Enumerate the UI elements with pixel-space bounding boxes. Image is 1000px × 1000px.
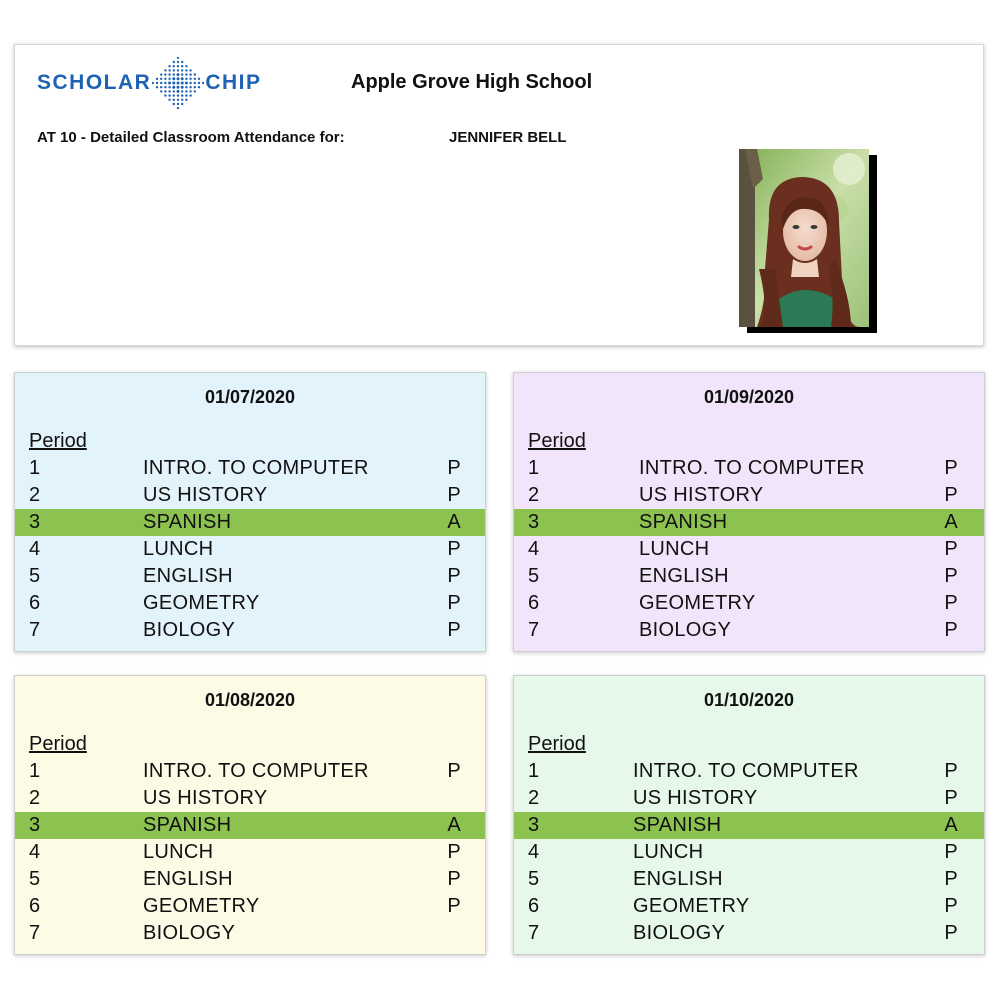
class-name: US HISTORY (633, 787, 758, 809)
logo-dot (169, 69, 171, 71)
period-number: 1 (29, 457, 41, 479)
logo-dot (198, 78, 200, 80)
logo-dot (160, 73, 162, 75)
period-number: 2 (29, 484, 41, 506)
attendance-status: P (447, 841, 461, 863)
attendance-row-absent (514, 509, 984, 536)
attendance-status: P (944, 760, 958, 782)
logo-dot (190, 78, 192, 80)
period-number: 6 (528, 592, 540, 614)
class-name: INTRO. TO COMPUTER (639, 457, 865, 479)
card-date: 01/09/2020 (703, 387, 795, 407)
attendance-status: P (447, 565, 461, 587)
class-name: LUNCH (143, 841, 214, 863)
logo-dot (169, 94, 171, 96)
period-number: 2 (29, 787, 41, 809)
attendance-row (15, 758, 485, 785)
logo-dot (186, 94, 188, 96)
logo-dot (181, 99, 183, 101)
logo-dot (202, 82, 204, 84)
period-number: 5 (29, 565, 41, 587)
logo-dot (181, 61, 183, 63)
attendance-status: P (447, 868, 461, 890)
logo-dot (173, 99, 175, 101)
attendance-status: A (944, 511, 958, 533)
attendance-row (15, 617, 485, 644)
attendance-status: P (944, 457, 958, 479)
logo-dot (194, 78, 196, 80)
attendance-row (514, 482, 984, 509)
attendance-row (514, 536, 984, 563)
logo-dot (169, 86, 171, 88)
class-name: US HISTORY (639, 484, 764, 506)
class-name: BIOLOGY (633, 922, 726, 944)
class-name: INTRO. TO COMPUTER (143, 760, 369, 782)
attendance-status: P (447, 484, 461, 506)
class-name: INTRO. TO COMPUTER (143, 457, 369, 479)
period-number: 4 (29, 538, 41, 560)
period-column-header: Period (29, 733, 87, 755)
period-number: 6 (29, 592, 41, 614)
class-name: SPANISH (633, 814, 722, 836)
class-name: BIOLOGY (143, 922, 236, 944)
class-name: BIOLOGY (143, 619, 236, 641)
logo-dot (198, 82, 200, 84)
logo-dot (165, 78, 167, 80)
logo-dot (173, 73, 175, 75)
class-name: GEOMETRY (143, 592, 260, 614)
logo-dot (186, 69, 188, 71)
period-number: 2 (528, 787, 540, 809)
attendance-status: P (944, 565, 958, 587)
period-number: 3 (528, 814, 540, 836)
period-number: 6 (29, 895, 41, 917)
attendance-status: P (447, 457, 461, 479)
attendance-rows (514, 758, 984, 947)
period-number: 3 (29, 511, 41, 533)
attendance-row (15, 785, 485, 812)
attendance-status: A (944, 814, 958, 836)
attendance-row (15, 893, 485, 920)
logo-dot (160, 82, 162, 84)
attendance-status: P (447, 760, 461, 782)
logo-dot (177, 90, 180, 93)
logo-dot (181, 90, 183, 92)
logo-dot (173, 61, 175, 63)
attendance-status: A (447, 814, 461, 836)
period-number: 1 (528, 457, 540, 479)
logo-dot (165, 73, 167, 75)
logo-dot (186, 78, 188, 80)
period-number: 4 (528, 841, 540, 863)
logo-dot (160, 78, 162, 80)
class-name: SPANISH (143, 814, 232, 836)
period-number: 1 (29, 760, 41, 782)
logo-dot (165, 86, 167, 88)
attendance-status: P (944, 868, 958, 890)
student-name: JENNIFER BELL (449, 129, 567, 146)
attendance-status: P (944, 538, 958, 560)
attendance-rows (514, 455, 984, 644)
attendance-row (514, 758, 984, 785)
student-portrait-image (739, 149, 869, 327)
attendance-status: P (944, 592, 958, 614)
period-number: 3 (29, 814, 41, 836)
logo-dot (165, 69, 167, 71)
logo-dot (177, 99, 179, 101)
school-name: Apple Grove High School (351, 71, 593, 93)
attendance-status: P (447, 592, 461, 614)
attendance-row (15, 482, 485, 509)
attendance-row (514, 563, 984, 590)
attendance-row (514, 455, 984, 482)
logo-dot (165, 82, 167, 84)
logo-dot (156, 82, 158, 84)
attendance-row (15, 536, 485, 563)
logo-dot (177, 94, 179, 96)
logo-dot (177, 82, 180, 85)
logo-dot (160, 86, 162, 88)
student-photo (739, 149, 879, 333)
logo-dot (185, 82, 188, 85)
logo-dot (169, 73, 171, 75)
logo-dot (177, 69, 179, 71)
class-name: LUNCH (633, 841, 704, 863)
attendance-status: P (447, 619, 461, 641)
logo-right-word: CHIP (205, 71, 262, 94)
logo-dot (186, 65, 188, 67)
period-number: 3 (528, 511, 540, 533)
card-date: 01/07/2020 (204, 387, 296, 407)
logo-dot (177, 65, 179, 67)
class-name: ENGLISH (639, 565, 729, 587)
attendance-row (15, 563, 485, 590)
logo-dot (169, 78, 171, 80)
report-header (14, 44, 984, 346)
period-number: 4 (29, 841, 41, 863)
attendance-status: P (944, 619, 958, 641)
logo-dot (190, 82, 192, 84)
logo-dot (165, 90, 167, 92)
card-date: 01/08/2020 (204, 690, 296, 710)
class-name: US HISTORY (143, 484, 268, 506)
attendance-row (15, 590, 485, 617)
attendance-row-absent (15, 509, 485, 536)
period-number: 7 (528, 619, 540, 641)
logo-dot (156, 86, 158, 88)
logo-dot (177, 61, 179, 63)
logo-dot (165, 94, 167, 96)
attendance-card-0108 (14, 675, 486, 955)
logo-left-word: SCHOLAR (37, 71, 152, 94)
report-title: AT 10 - Detailed Classroom Attendance for: (37, 129, 345, 146)
attendance-row-absent (15, 812, 485, 839)
period-column-header: Period (528, 733, 586, 755)
logo-dot (181, 69, 183, 71)
logo-dot (186, 99, 188, 101)
logo-dot (160, 90, 162, 92)
period-number: 7 (528, 922, 540, 944)
logo-dot (173, 65, 175, 67)
class-name: GEOMETRY (143, 895, 260, 917)
class-name: ENGLISH (143, 868, 233, 890)
period-column-header: Period (29, 430, 87, 452)
period-number: 5 (528, 565, 540, 587)
attendance-card-0110 (513, 675, 985, 955)
class-name: US HISTORY (143, 787, 268, 809)
attendance-card-0107 (14, 372, 486, 652)
attendance-row-absent (514, 812, 984, 839)
attendance-status: P (944, 895, 958, 917)
logo-dot (198, 86, 200, 88)
logo-dot (181, 94, 183, 96)
class-name: LUNCH (143, 538, 214, 560)
class-name: LUNCH (639, 538, 710, 560)
logo-dot (152, 82, 154, 84)
class-name: BIOLOGY (639, 619, 732, 641)
logo-dot (177, 77, 180, 80)
class-name: GEOMETRY (633, 895, 750, 917)
attendance-status: P (944, 922, 958, 944)
logo-dot (173, 69, 175, 71)
attendance-row (514, 893, 984, 920)
logo-diamond-icon (152, 57, 204, 109)
attendance-status: P (944, 484, 958, 506)
attendance-row (15, 839, 485, 866)
logo-dot (190, 94, 192, 96)
attendance-row (514, 920, 984, 947)
attendance-row (514, 785, 984, 812)
logo-dot (194, 82, 196, 84)
attendance-rows (15, 455, 485, 644)
attendance-row (514, 839, 984, 866)
logo-dot (173, 86, 176, 89)
logo-dot (177, 103, 179, 105)
logo-dot (177, 73, 180, 76)
class-name: ENGLISH (633, 868, 723, 890)
class-name: SPANISH (639, 511, 728, 533)
logo-dot (194, 73, 196, 75)
period-number: 6 (528, 895, 540, 917)
logo-dot (177, 107, 179, 109)
logo-dot (173, 94, 175, 96)
logo-dot (181, 82, 184, 85)
logo-dot (173, 90, 175, 92)
attendance-status: A (447, 511, 461, 533)
attendance-row (15, 866, 485, 893)
logo-dot (173, 77, 176, 80)
period-number: 1 (528, 760, 540, 782)
logo-dot (173, 103, 175, 105)
period-number: 2 (528, 484, 540, 506)
period-number: 7 (29, 922, 41, 944)
logo-dot (181, 73, 183, 75)
logo-dot (156, 78, 158, 80)
logo-dot (186, 90, 188, 92)
attendance-row (15, 920, 485, 947)
attendance-status: P (447, 538, 461, 560)
logo-dot (190, 69, 192, 71)
period-number: 5 (29, 868, 41, 890)
attendance-status: P (447, 895, 461, 917)
period-number: 4 (528, 538, 540, 560)
attendance-row (514, 617, 984, 644)
period-column-header: Period (528, 430, 586, 452)
logo-dot (194, 86, 196, 88)
period-number: 7 (29, 619, 41, 641)
attendance-card-0109 (513, 372, 985, 652)
logo-dot (169, 99, 171, 101)
logo-dot (169, 65, 171, 67)
class-name: ENGLISH (143, 565, 233, 587)
logo-dot (177, 57, 179, 59)
logo-dot (190, 90, 192, 92)
logo-dot (173, 82, 176, 85)
attendance-row (514, 866, 984, 893)
logo-dot (177, 86, 180, 89)
logo-dot (186, 73, 188, 75)
logo-dot (186, 86, 188, 88)
class-name: GEOMETRY (639, 592, 756, 614)
attendance-row (514, 590, 984, 617)
logo-dot (168, 82, 171, 85)
logo-dot (181, 103, 183, 105)
logo-dot (190, 73, 192, 75)
logo-dot (181, 77, 184, 80)
class-name: INTRO. TO COMPUTER (633, 760, 859, 782)
logo-dot (169, 90, 171, 92)
logo-dot (194, 90, 196, 92)
class-name: SPANISH (143, 511, 232, 533)
logo-dot (190, 86, 192, 88)
logo-dot (181, 86, 184, 89)
attendance-status: P (944, 841, 958, 863)
attendance-status: P (944, 787, 958, 809)
attendance-rows (15, 758, 485, 947)
period-number: 5 (528, 868, 540, 890)
card-date: 01/10/2020 (703, 690, 795, 710)
logo-dot (181, 65, 183, 67)
scholarchip-logo (37, 61, 262, 105)
attendance-row (15, 455, 485, 482)
